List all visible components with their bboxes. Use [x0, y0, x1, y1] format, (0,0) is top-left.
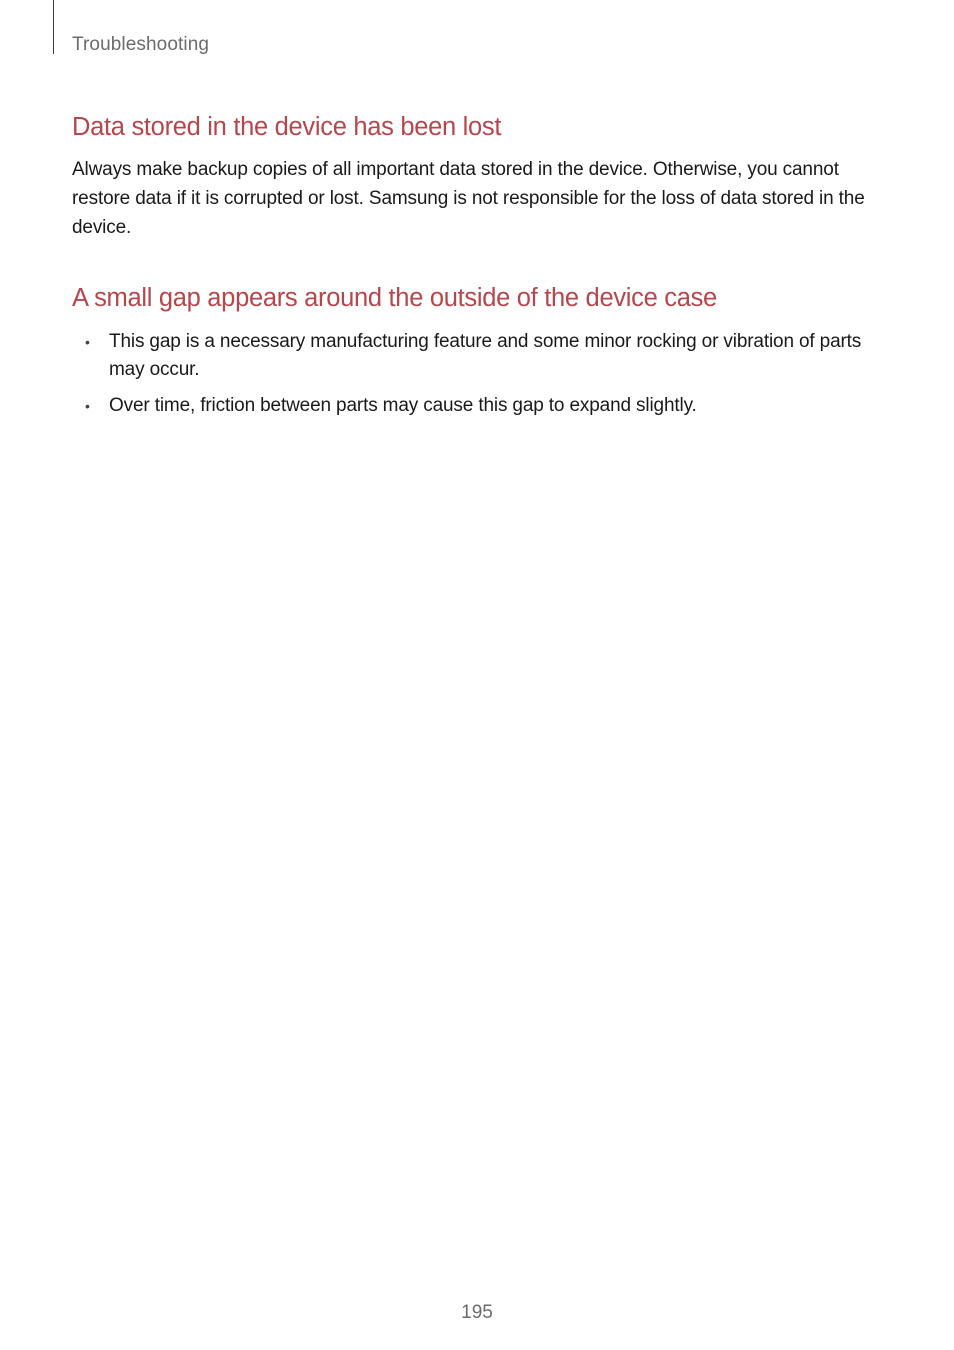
bullet-icon: •: [85, 334, 90, 350]
list-item: [72, 392, 882, 420]
list-item: [72, 328, 882, 384]
page-number: 195: [461, 1302, 493, 1323]
list-item-text: Over time, friction between parts may cause this gap to expand slightly.: [109, 395, 697, 416]
section-heading: Data stored in the device has been lost: [72, 113, 502, 141]
running-header: Troubleshooting: [72, 34, 210, 55]
bullet-icon: •: [85, 398, 90, 414]
list-item-text: This gap is a necessary manufacturing feature and some minor rocking or vibration of parts may occur.: [109, 331, 862, 380]
section-case-gap: [72, 282, 882, 428]
section-paragraph: Always make backup copies of all important data stored in the device. Otherwise, you cannot restore data if it is corrupted or lost. Samsung is not responsible for the loss of data stored in the device.: [72, 159, 865, 238]
bullet-list: [72, 328, 882, 420]
margin-rule: [53, 0, 54, 54]
section-heading: A small gap appears around the outside of the device case: [72, 284, 717, 312]
section-data-lost: [72, 111, 882, 242]
